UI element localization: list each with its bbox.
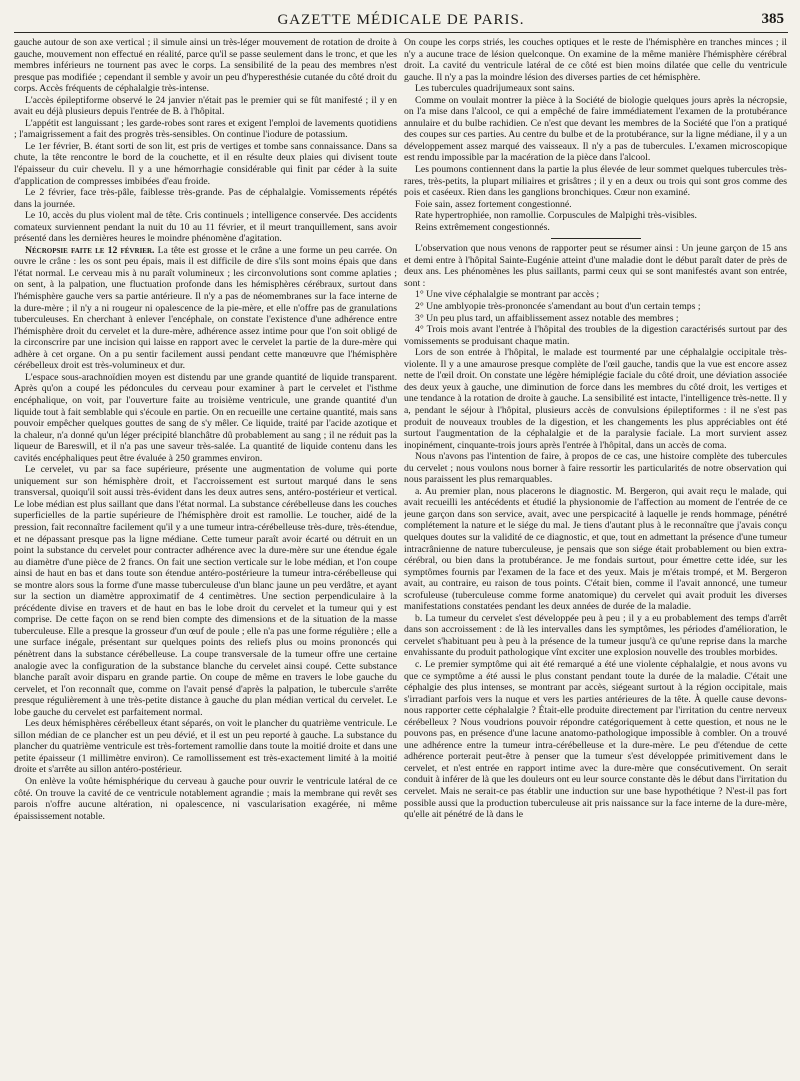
paragraph: Rate hypertrophiée, non ramollie. Corpuscules de Malpighi très-visibles. [415, 210, 697, 222]
summary-paragraph: L'observation que nous venons de rapporter peut se résumer ainsi : Un jeune garçon de 15 ans et demi entre à l'hôpital Sainte-Eugénie atteint d'une maladie dont le début paraît dater de près de deux ans. Les phénomènes les plus saillants, parmi ceux qui se sont manifestés avant son entrée, sont : [404, 243, 787, 289]
paragraph: L'appétit est languissant ; les garde-robes sont rares et exigent l'emploi de lavements quotidiens ; l'amaigrissement a fait des progrès très-sensibles. On continue l'iodure de potassium. [14, 117, 397, 141]
paragraph: Reins extrêmement congestionnés. [415, 221, 550, 233]
paragraph: a. Au premier plan, nous placerons le diagnostic. M. Bergeron, qui avait reçu le malade, qui avait recueilli les antécédents et étudié la physionomie de l'affection au moment de l'entrée de ce jeune garçon dans son service, avait, avec une perspicacité à laquelle je rends hommage, pénétré complétement la nature et le siége du mal. Je tiens d'autant plus à le reconnaître que j'avais conçu quelques doutes sur la validité de ce diagnostic, et que, tout en admettant la présence d'une tumeur intracrânienne de nature tuberculeuse, je pensais que son siége était probablement ou bien extra-cérébral, ou bien dans la protubérance. Je me fondais surtout, pour émettre cette idée, sur les symptômes fournis par l'examen de la face et des yeux. Mais je m'étais trompé, et M. Bergeron avait, au contraire, eu raison de tous points. C'était bien, comme il l'avait annoncé, une tumeur scrofuleuse (tuberculeuse comme forme anatomique) du cervelet qui avait produit les diverses manifestations constatées pendant les deux années de durée de la maladie. [404, 485, 787, 613]
paragraph: b. La tumeur du cervelet s'est développée peu à peu ; il y a eu probablement des temps d'arrêt dans son accroissement : de là les intervalles dans les symptômes, les périodes d'amélioration, le cervelet s'habituant peu à peu à la présence de la tumeur jusqu'à ce qu'une reprise dans la marche envahissante du produit pathologique vînt exciter une explosion nouvelle des troubles morbides. [404, 612, 787, 659]
paragraph: c. Le premier symptôme qui ait été remarqué a été une violente céphalalgie, et nous avons vu que ce symptôme a été aussi le plus constant pendant toute la durée de la maladie. C'était une céphalgie des plus intenses, se montrant par accès, siégeant surtout à la région occipitale, mais s'irradiant parfois vers la nuque et vers les parties antérieures de la tête. À quelle cause devons-nous rapporter cette céphalalgie ? Était-elle produite directement par l'irritation du centre nerveux cérébelleux ? Nous voudrions pouvoir répondre catégoriquement à cette question, et nous ne le pouvons pas, en présence d'une lacune anatomo-pathologique impossible à combler. On a trouvé une adhérence entre la tumeur intra-cérébelleuse et la dure-mère. Le peu d'étendue de cette adhérence porterait peut-être à penser que la tumeur s'est développée primitivement dans le cervelet, et n'est entrée en rapport intime avec la dure-mère que consécutivement. On serait conduit à inférer de là que les douleurs ont eu leur source constante dès le début dans l'irritation du cervelet. Mais ne serait-ce pas établir une induction sur une base hypothétique ? N'est-il pas fort possible aussi que la production tuberculeuse ait pris naissance sur la face interne de la dure-mère, qu'elle ait pénétré de là dans le [404, 658, 787, 821]
page-header [14, 10, 788, 33]
journal-title: GAZETTE MÉDICALE DE PARIS. [277, 12, 525, 28]
paragraph: Les poumons contiennent dans la partie la plus élevée de leur sommet quelques tubercules très-rares, très-petits, la plupart miliaires et grisâtres ; il y en a deux ou trois qui sont gros comme des pois et caséeux. Rien dans les ganglions bronchiques. Cœur non examiné. [404, 164, 787, 199]
paragraph: Les deux hémisphères cérébelleux étant séparés, on voit le plancher du quatrième ventricule. Le sillon médian de ce plancher est un peu dévié, et il est un peu reporté à gauche. La substance du plancher du quatrième ventricule est très-fortement ramollie dans toute la moitié droite et dans une petite épaisseur (1 millimètre environ). Ce ramollissement est très-exactement limité à la moitié droite et s'arrête au sillon antéro-postérieur. [14, 718, 397, 776]
paragraph: Le 2 février, face très-pâle, faiblesse très-grande. Pas de céphalalgie. Vomissements répétés dans la journée. [14, 187, 397, 210]
list-item: 3° Un peu plus tard, un affaiblissement assez notable des membres ; [415, 312, 679, 324]
paragraph: Lors de son entrée à l'hôpital, le malade est tourmenté par une céphalalgie occipitale très-violente. Il y a une amaurose presque complète de l'œil gauche, tandis que la vue est encore assez nette de l'œil droit. On constate une légère hémiplégie faciale du côté droit, une déviation associée des deux yeux à gauche, une diminution de force dans les membres du côté droit, les vertiges et une tendance à la rotation de droite à gauche. La sensibilité est intacte, l'intelligence très-nette. Il y a, pendant le séjour à l'hôpital, plusieurs accès de convulsions épileptiformes : il ne s'est pas produit de nouveaux troubles de la digestion, et les changements les plus appréciables ont été surtout l'augmentation de la céphalalgie et de la paralysie faciale. La mort survient assez inopinément, cinquante-trois jours après l'entrée à l'hôpital, dans un accès de coma. [404, 347, 787, 451]
left-column [14, 37, 397, 822]
autopsy-text: La tête est grosse et le crâne a une forme un peu carrée. On ouvre le crâne : les os sont peu épais, mais il est difficile de dire s'ils sont moins épais que dans l'état normal. Le cerveau mis à nu paraît volumineux ; les circonvolutions sont comme aplaties ; on sent, à la palpation, une fluctuation profonde dans les hémisphères cérébraux, surtout dans l'hémisphère gauche vers sa partie antérieure. Il n'y a pas de néomembranes sur la face interne de la dure-mère ; il n'y a ni rougeur ni opalescence de la pie-mère, et elle n'offre pas de granulations tuberculeuses. En cherchant à enlever l'encéphale, on constate l'existence d'une adhérence entre l'hémisphère droit du cervelet et la dure-mère, adhérence assez intime pour que l'on soit obligé de la circonscrire par une incision qui laisse en rapport avec le cervelet la partie de la dure-mère qui adhère à cet organe. On a pu sentir facilement aussi pendant cette manœuvre que l'hémisphère cérébelleux droit est très-volumineux et dur. [14, 244, 397, 372]
paragraph: L'accès épileptiforme observé le 24 janvier n'était pas le premier qui se fût manifesté ; il y en avait eu déjà plusieurs depuis l'entrée de B. à l'hôpital. [14, 94, 397, 118]
list-item: 1° Une vive céphalalgie se montrant par accès ; [415, 289, 600, 301]
paragraph: Foie sain, assez fortement congestionné. [415, 198, 572, 210]
paragraph: Le cervelet, vu par sa face supérieure, présente une augmentation de volume qui porte uniquement sur son hémisphère droit, et l'accroissement est surtout marqué dans le sens transversal, quoiqu'il soit aussi très-évident dans les deux autres sens, antéro-postérieur et vertical. Le lobe médian est plus saillant que dans l'état normal. La substance cérébelleuse dans les couches superficielles de la partie supérieure de l'hémisphère droit est ramollie. Le toucher, aidé de la pression, fait reconnaître facilement qu'il y a une tumeur intra-cérébelleuse très-dure, très-étendue, et ne dépassant presque pas la ligne médiane. Cette tumeur paraît avoir écarté ou détruit en un point la substance du cervelet pour contracter adhérence avec la dure-mère sur une étendue égale au diamètre d'une pièce de 2 francs. On fait une section verticale sur le lobe médian, et l'on coupe ainsi de haut en bas et dans toute son étendue antéro-postérieure la tumeur intra-cérébelleuse qui se montre alors sous la forme d'une masse tuberculeuse d'un blanc jaune un peu verdâtre, et ayant sur la section un diamètre approximatif de 4 centimètres. Une section perpendiculaire à la précédente divise en travers et de haut en bas le lobe droit du cervelet et la tumeur qui y est comprise. De cette façon on se rend bien compte des dimensions et de la situation de la masse tuberculeuse. Elle a presque la grosseur d'un œuf de poule ; elle n'a pas une forme régulière ; elle a une surface inégale, présentant sur quelques points des reliefs plus ou moins prononcés qui pénètrent dans la substance cérébelleuse. La coupe transversale de la tumeur offre une certaine analogie avec la configuration de la substance blanche du cervelet ainsi coupé. Cette substance blanche paraît avoir disparu en grande partie. On coupe de même en travers le lobe gauche du cervelet, et l'on reconnaît que, comme on l'avait pensé d'après la palpation, le tubercule s'arrête presque régulièrement à une très-petite distance à gauche du plan médian vertical du cervelet. Le lobe gauche du cervelet est parfaitement normal. [14, 464, 397, 718]
list-item: 4° Trois mois avant l'entrée à l'hôpital des troubles de la digestion caractérisés surtout par des vomissements se produisant chaque matin. [404, 324, 787, 347]
autopsy-heading: Nécropsie faite le 12 février. [25, 244, 155, 256]
paragraph: Le 10, accès du plus violent mal de tête. Cris continuels ; intelligence conservée. Des accidents comateux surviennent pendant la nuit du 10 au 11 février, et il meurt tranquillement, sans avoir présenté dans les dernières heures le moindre phénomène d'agitation. [14, 210, 397, 245]
paragraph: On enlève la voûte hémisphérique du cerveau à gauche pour ouvrir le ventricule latéral de ce côté. On trouve la cavité de ce ventricule notablement agrandie ; mais la membrane qui revêt ses parois n'offre aucune altération, ni opalescence, ni vascularisation exagérée, ni même épaississement notable. [14, 776, 397, 822]
autopsy-paragraph [14, 245, 397, 372]
list-item: 2° Une amblyopie très-prononcée s'amendant au bout d'un certain temps ; [415, 301, 701, 313]
paragraph: Le 1er février, B. étant sorti de son lit, est pris de vertiges et tombe sans connaissance. Dans sa chute, la tête rencontre le bord de la couchette, et il en résulte deux plaies qui divisent toute l'épaisseur du cuir chevelu. Il y a une hémorrhagie considérable qui finit par céder à la suite d'application de compresses imbibées d'eau froide. [14, 140, 397, 187]
page-number: 385 [761, 11, 784, 27]
paragraph: L'espace sous-arachnoïdien moyen est distendu par une grande quantité de liquide transparent. Après qu'on a coupé les pédoncules du cerveau pour examiner à part le cervelet et l'isthme encéphalique, on voit, par l'ouverture faite au troisième ventricule, une grande quantité d'un liquide tout à fait semblable qui s'écoule en partie. On en recueille une certaine quantité, mais sans pouvoir empêcher quelques gouttes de sang de s'y mêler. Ce liquide, traité par l'acide azotique et la chaleur, n'a donné qu'un léger précipité blanchâtre dû probablement au sang ; il ne réduit pas la liqueur de Bareswill, et il n'a pas une saveur très-salée. La quantité de liquide contenu dans les cavités encéphaliques peut être évaluée à 250 grammes environ. [14, 371, 397, 464]
paragraph: Comme on voulait montrer la pièce à la Société de biologie quelques jours après la nécropsie, on l'a mise dans l'alcool, ce qui a empêché de faire immédiatement l'examen de la protubérance annulaire et du bulbe rachidien. Ce n'est que devant les membres de la Société que l'on a pratiqué des coupes sur ces parties. Au centre du bulbe et de la protubérance, sur la ligne médiane, il y a un développement assez marqué des vaisseaux. Il n'y a pas de tubercules. L'examen microscopique est rendu impossible par la macération de la pièce dans l'alcool. [404, 94, 787, 164]
paragraph: Nous n'avons pas l'intention de faire, à propos de ce cas, une histoire complète des tubercules du cervelet ; nous voulons nous borner à faire ressortir les particularités de notre observation qui nous paraissent les plus remarquables. [404, 451, 787, 486]
paragraph: gauche autour de son axe vertical ; il simule ainsi un très-léger mouvement de rotation de droite à gauche, mouvement non effectué en réalité, parce qu'il se passe seulement dans le tronc, et que les membres inférieurs ne tournent pas avec le corps. La sensibilité de la peau des membres n'est presque pas modifiée ; cependant il semble y avoir un peu d'hyperesthésie cutanée du côté droit du corps. Accès fréquents de céphalalgie très-intense. [14, 37, 397, 95]
right-column [404, 37, 787, 822]
paragraph: Les tubercules quadrijumeaux sont sains. [415, 83, 575, 95]
paragraph: On coupe les corps striés, les couches optiques et le reste de l'hémisphère en tranches minces ; il n'y a aucune trace de lésion quelconque. On examine de la même manière l'hémisphère cérébral droit. La cavité du ventricule latéral de ce côté est bien moins dilatée que celle du ventricule gauche. Il n'y a pas la moindre lésion des diverses parties de cet hémisphère. [404, 37, 787, 83]
text-columns [14, 37, 788, 822]
section-divider [551, 238, 641, 239]
